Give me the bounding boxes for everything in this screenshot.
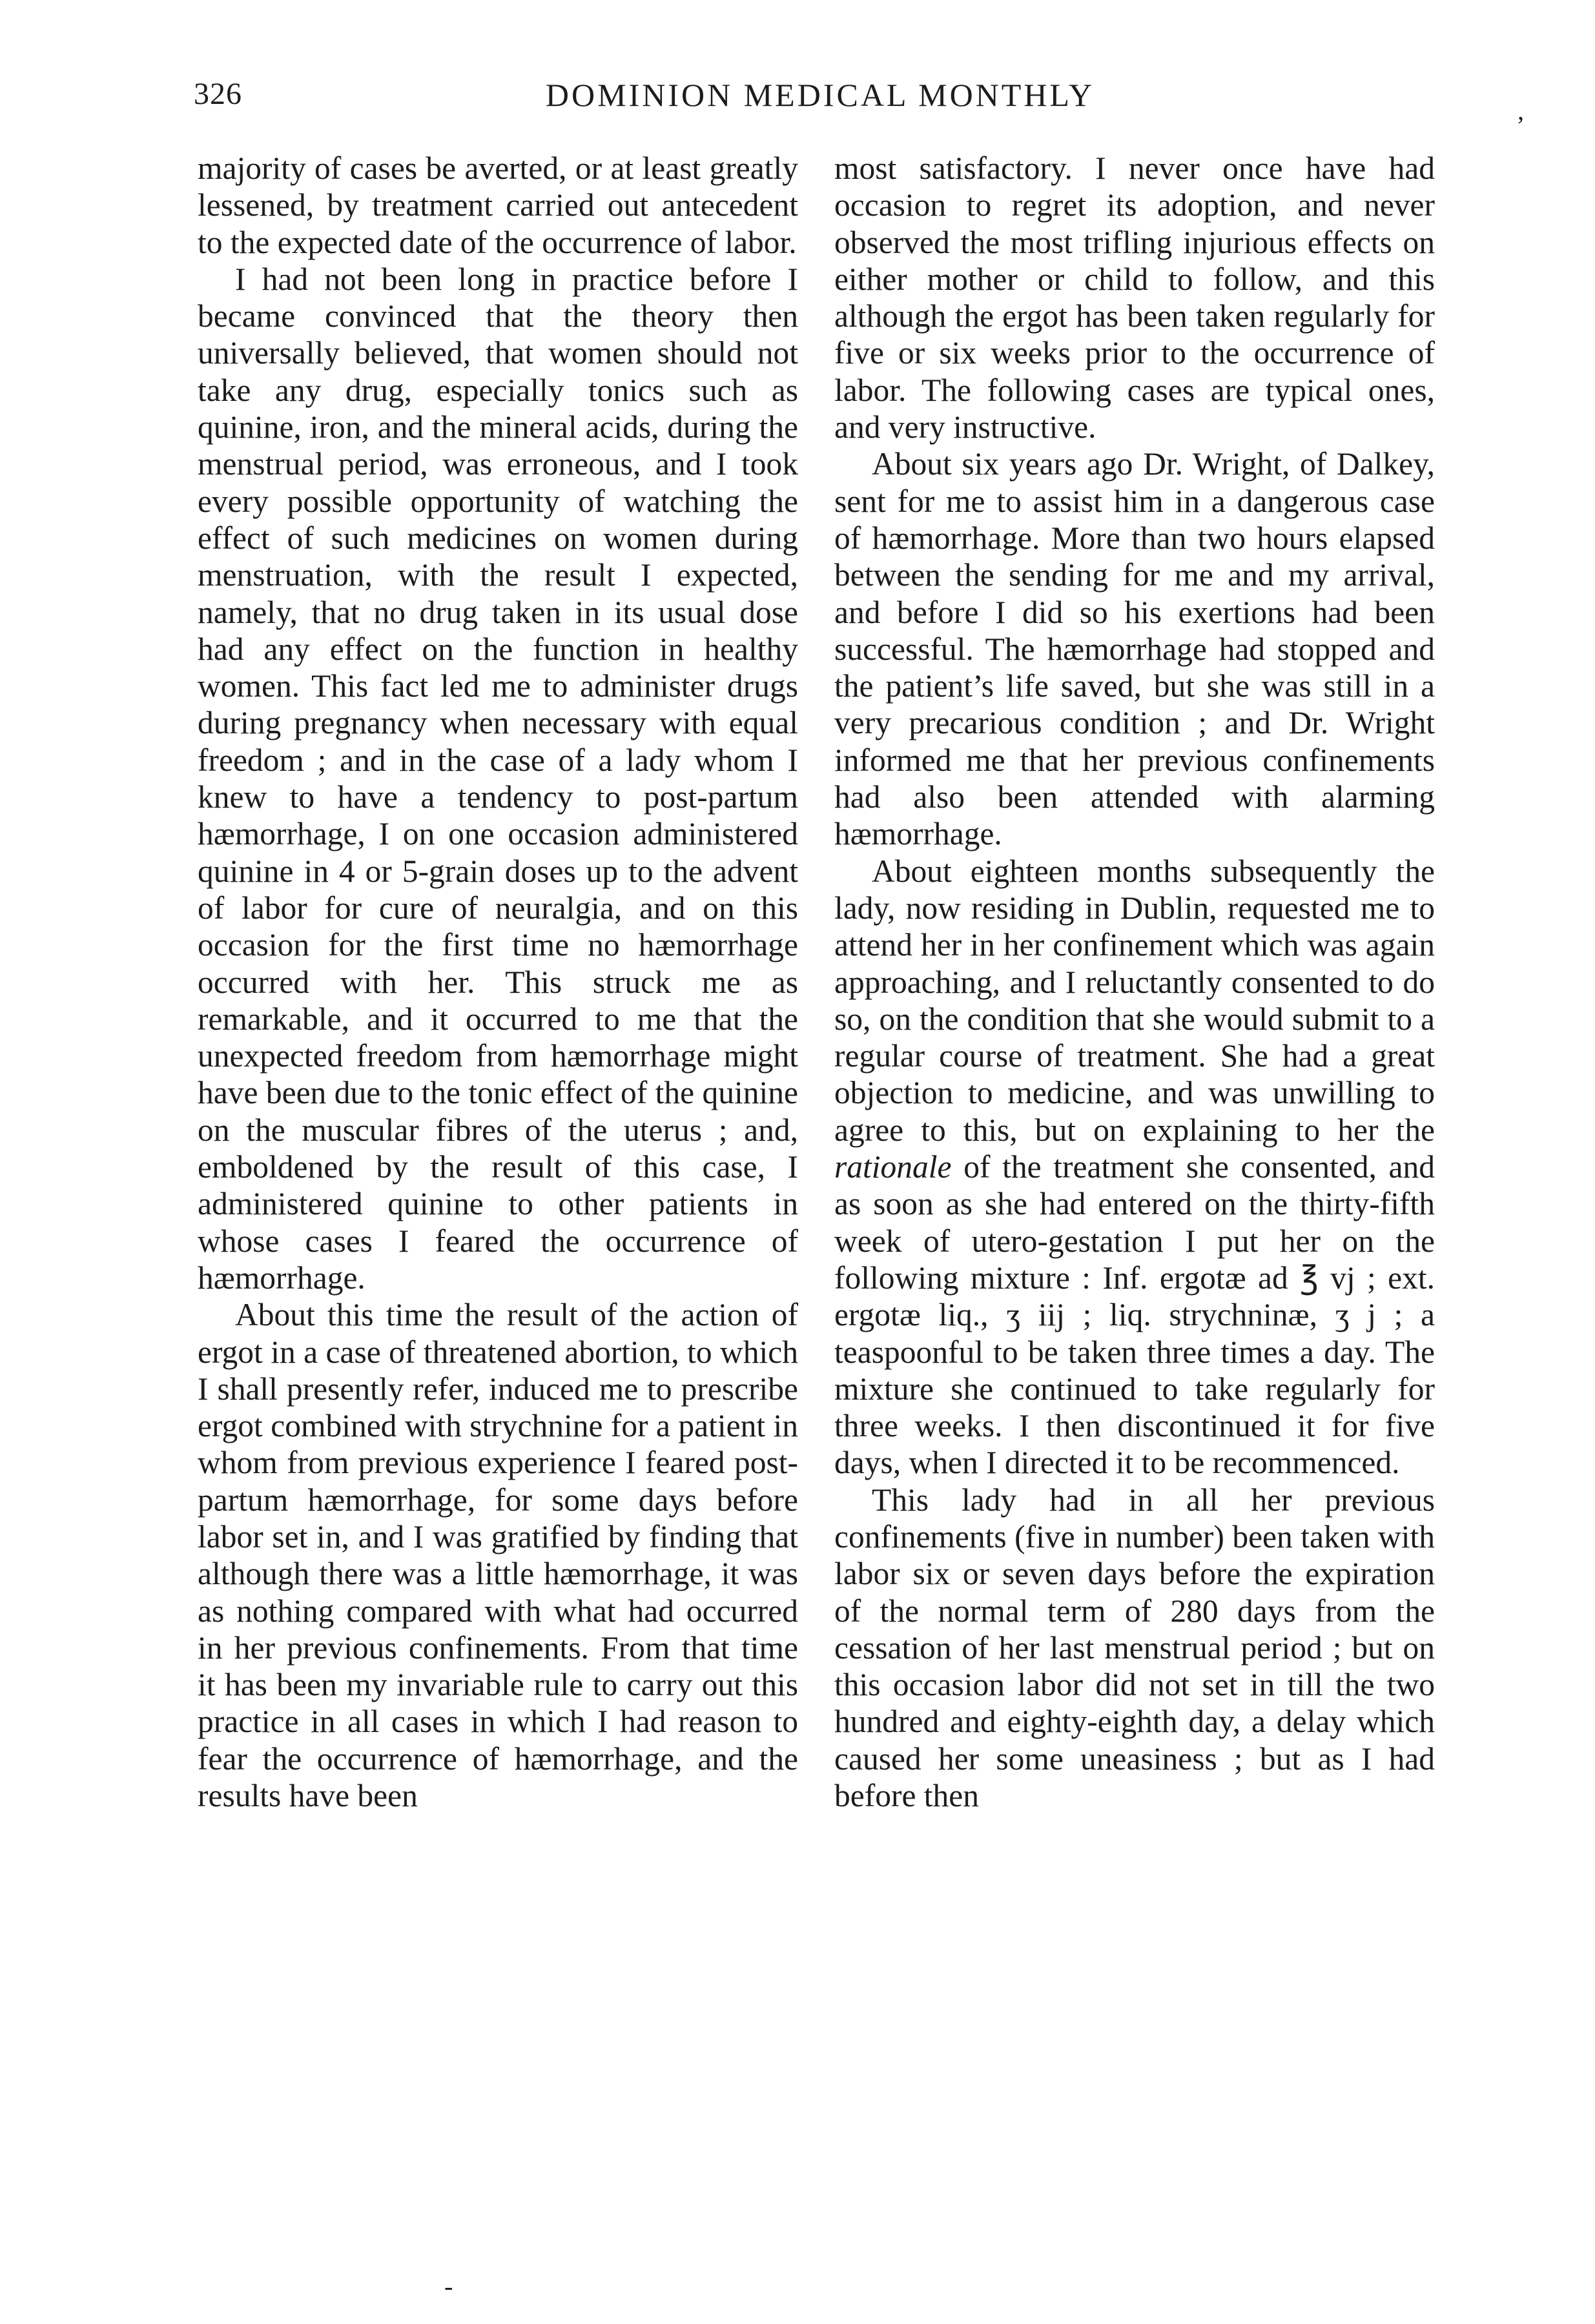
paragraph: About this time the result of the action of ergot in a case of threatened abortion, to which I shall presently refer, induced me to prescribe ergot combined with strychnine for a patient in whom from previous experience I feared post-partum hæmorrhage, for some days before labor set in, and I was gratified by finding that although there was a little hæmorrhage, it was as nothing compared with what had occurred in her previous confinements. From that time it has been my invariable rule to carry out this practice in all cases in which I had reason to fear the occurrence of hæmorrhage, and the results have been xyxy=(198,1297,798,1814)
paragraph: About six years ago Dr. Wright, of Dalkey, sent for me to assist him in a dangerous case of hæmorrhage. More than two hours elapsed between the sending for me and my arrival, and before I did so his exertions had been successful. The hæmorrhage had stopped and the patient’s life saved, but she was still in a very precarious condition ; and Dr. Wright informed me that her previous confinements had also been attended with alarming hæmorrhage. xyxy=(834,446,1435,852)
paragraph-text: of the treatment she consented, and as soon as she had entered on the thirty-fifth week of utero-gestation I put her on the following mixture : Inf. ergotæ ad ℥ vj ; ext. ergotæ liq., ʒ iij ; liq. strychninæ, ʒ j ; a teaspoonful to be taken three times a day. The mixture she continued to take regularly for three weeks. I then discontinued it for five days, when I directed it to be recommenced. xyxy=(834,1149,1435,1481)
paragraph: most satisfactory. I never once have had occasion to regret its adoption, and never observed the most trifling injurious effects on either mother or child to follow, and this although the ergot has been taken regularly for five or six weeks prior to the occurrence of labor. The following cases are typical ones, and very instructive. xyxy=(834,150,1435,445)
paragraph xyxy=(834,853,1435,1482)
page-header xyxy=(194,76,1446,121)
italic-term: rationale xyxy=(834,1149,952,1185)
stray-mark-bottom: - xyxy=(444,2272,453,2301)
right-column xyxy=(834,150,1435,1814)
paragraph: This lady had in all her previous confinements (five in number) been taken with labor six or seven days before the expiration of the normal term of 280 days from the cessation of her last menstrual period ; but on this occasion labor did not set in till the two hundred and eighty-eighth day, a delay which caused her some uneasiness ; but as I had before then xyxy=(834,1482,1435,1814)
paragraph: majority of cases be averted, or at least greatly lessened, by treatment carried out antecedent to the expected date of the occurrence of labor. xyxy=(198,150,798,260)
paragraph-text: About eighteen months subsequently the lady, now residing in Dublin, requested me to attend her in her confinement which was again approaching, and I reluctantly consented to do so, on the condition that she would submit to a regular course of treatment. She had a great objection to medicine, and was unwilling to agree to this, but on explaining to her the xyxy=(834,853,1435,1148)
left-column xyxy=(198,150,798,1814)
stray-mark-top: , xyxy=(1518,96,1524,125)
page-number: 326 xyxy=(194,77,242,111)
paragraph: I had not been long in practice before I became convinced that the theory then universally believed, that women should not take any drug, especially tonics such as quinine, iron, and the mineral acids, during the menstrual period, was erroneous, and I took every possible opportunity of watching the effect of such medicines on women during menstruation, with the result I expected, namely, that no drug taken in its usual dose had any effect on the function in healthy women. This fact led me to administer drugs during pregnancy when necessary with equal freedom ; and in the case of a lady whom I knew to have a tendency to post-partum hæmorrhage, I on one occasion administered quinine in 4 or 5-grain doses up to the advent of labor for cure of neuralgia, and on this occasion for the first time no hæmorrhage occurred with her. This struck me as remarkable, and it occurred to me that the unexpected freedom from hæmorrhage might have been due to the tonic effect of the quinine on the muscular fibres of the uterus ; and, emboldened by the result of this case, I administered quinine to other patients in whose cases I feared the occurrence of hæmorrhage. xyxy=(198,261,798,1296)
running-head: DOMINION MEDICAL MONTHLY xyxy=(545,77,1095,113)
